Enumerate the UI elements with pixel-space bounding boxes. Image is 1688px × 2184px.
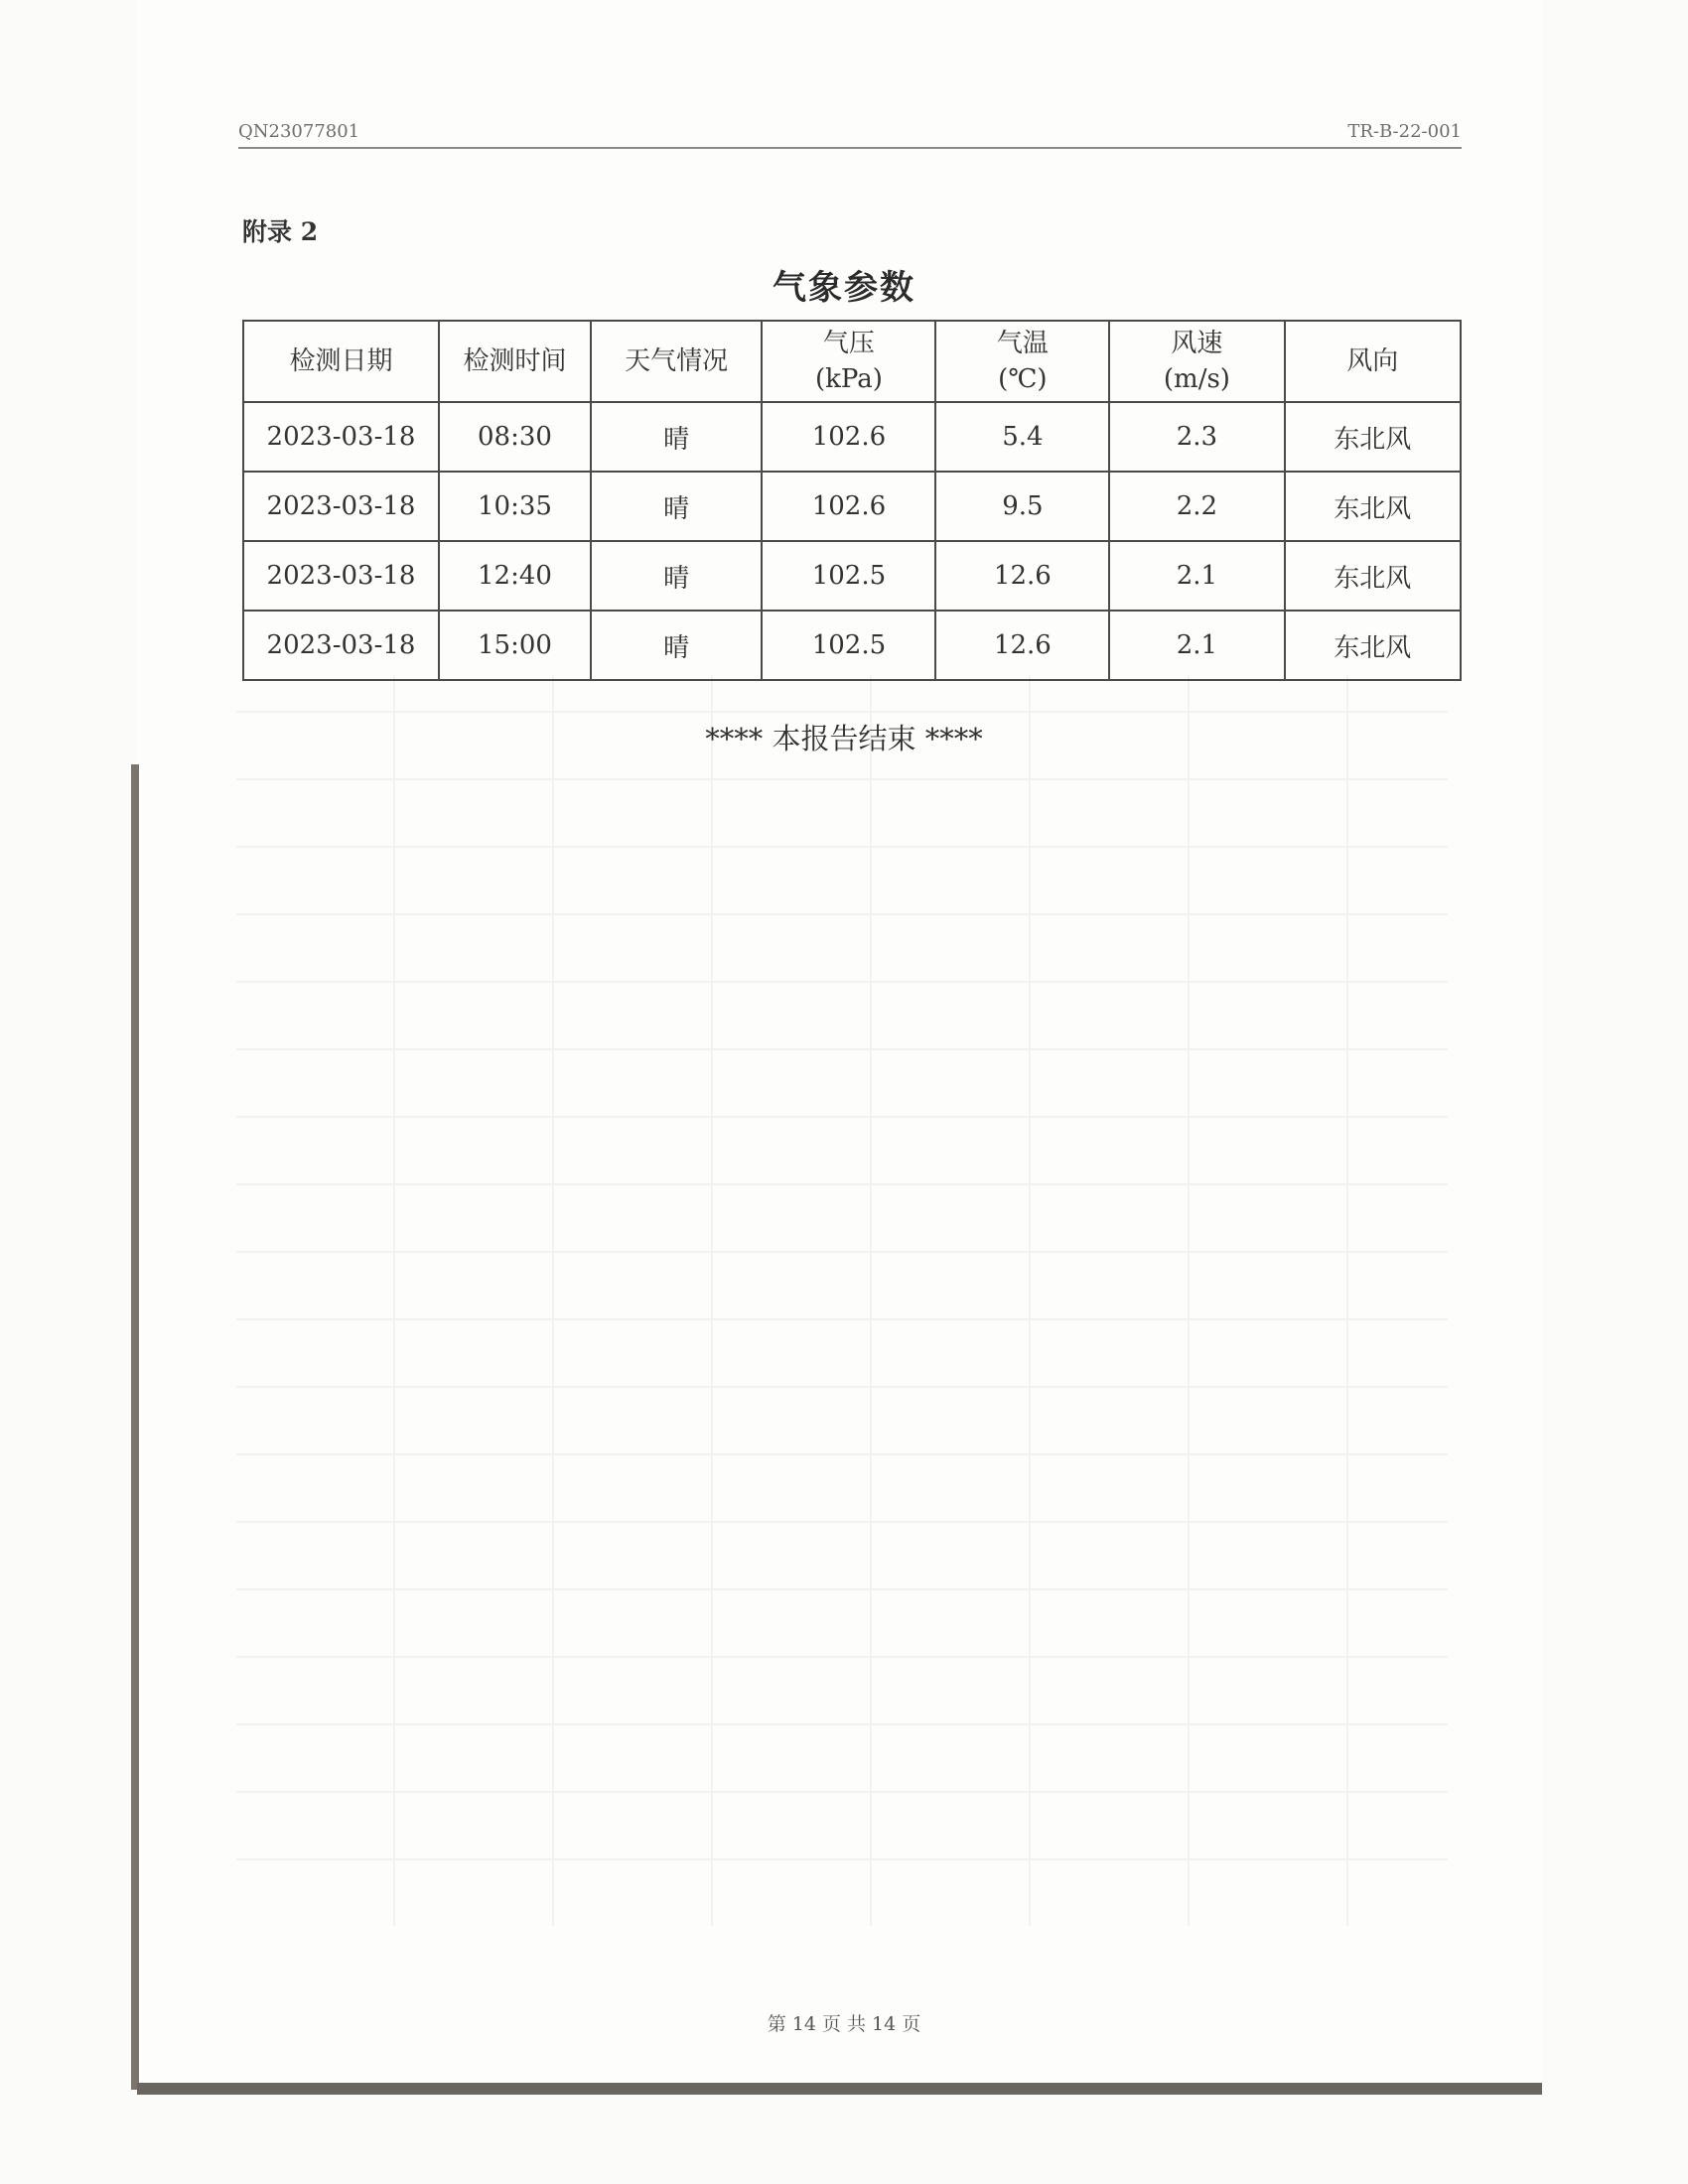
cell-temperature: 9.5 [935, 472, 1109, 541]
cell-wind-speed: 2.3 [1109, 402, 1284, 472]
cell-date: 2023-03-18 [243, 402, 439, 472]
meteorological-table [242, 320, 1462, 681]
cell-weather: 晴 [591, 541, 763, 611]
cell-wind-direction: 东北风 [1285, 611, 1461, 680]
cell-date: 2023-03-18 [243, 611, 439, 680]
page-header [238, 117, 1462, 149]
col-time: 检测时间 [439, 321, 591, 402]
cell-pressure: 102.6 [762, 472, 935, 541]
cell-pressure: 102.6 [762, 402, 935, 472]
cell-temperature: 12.6 [935, 541, 1109, 611]
cell-time: 10:35 [439, 472, 591, 541]
cell-weather: 晴 [591, 402, 763, 472]
col-pressure: 气压 (kPa) [762, 321, 935, 402]
cell-wind-direction: 东北风 [1285, 472, 1461, 541]
cell-wind-speed: 2.2 [1109, 472, 1284, 541]
bleed-through-texture [236, 675, 1448, 1926]
page-shadow-left [131, 764, 139, 2090]
report-number: QN23077801 [238, 121, 360, 142]
col-wind-speed: 风速 (m/s) [1109, 321, 1284, 402]
cell-time: 15:00 [439, 611, 591, 680]
report-end-note: **** 本报告结束 **** [705, 722, 983, 755]
cell-date: 2023-03-18 [243, 472, 439, 541]
table-header-row [243, 321, 1461, 402]
table-row [243, 611, 1461, 680]
appendix-label: 附录 2 [242, 217, 319, 246]
cell-wind-speed: 2.1 [1109, 541, 1284, 611]
page-number-footer: 第 14 页 共 14 页 [767, 2013, 921, 2035]
form-number: TR-B-22-001 [1347, 121, 1462, 142]
cell-time: 12:40 [439, 541, 591, 611]
cell-weather: 晴 [591, 472, 763, 541]
cell-time: 08:30 [439, 402, 591, 472]
cell-temperature: 5.4 [935, 402, 1109, 472]
cell-pressure: 102.5 [762, 541, 935, 611]
cell-weather: 晴 [591, 611, 763, 680]
cell-wind-speed: 2.1 [1109, 611, 1284, 680]
cell-temperature: 12.6 [935, 611, 1109, 680]
table-row [243, 402, 1461, 472]
cell-pressure: 102.5 [762, 611, 935, 680]
cell-wind-direction: 东北风 [1285, 402, 1461, 472]
cell-wind-direction: 东北风 [1285, 541, 1461, 611]
table-row [243, 472, 1461, 541]
table-row [243, 541, 1461, 611]
table-title: 气象参数 [773, 268, 915, 308]
cell-date: 2023-03-18 [243, 541, 439, 611]
col-temperature: 气温 (℃) [935, 321, 1109, 402]
col-date: 检测日期 [243, 321, 439, 402]
col-wind-direction: 风向 [1285, 321, 1461, 402]
page-shadow-bottom [137, 2083, 1542, 2095]
col-weather: 天气情况 [591, 321, 763, 402]
